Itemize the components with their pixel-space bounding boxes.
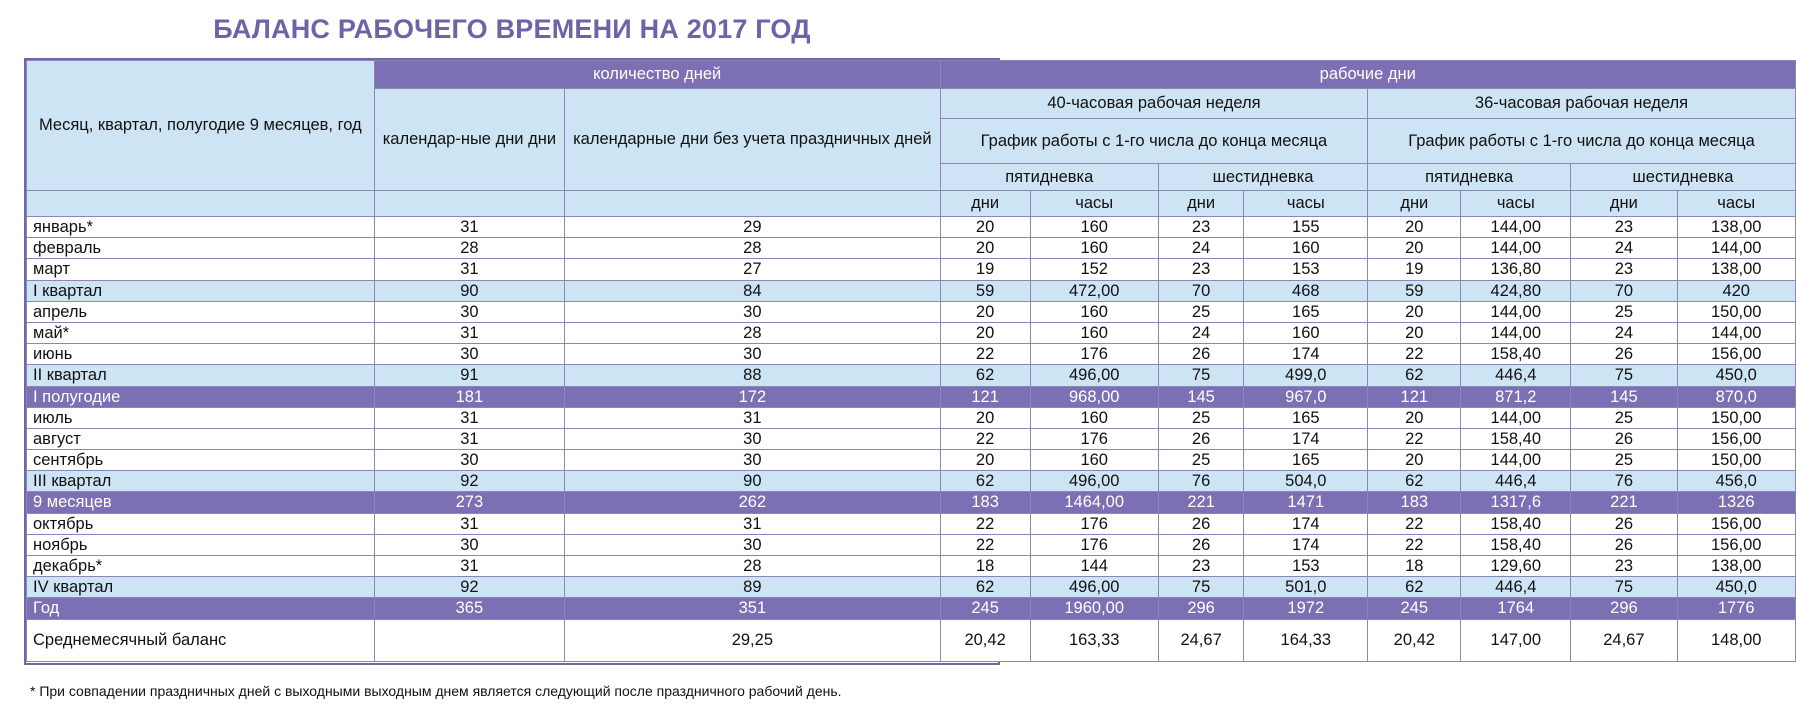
cell-h40_6: 174 [1244, 428, 1368, 449]
table-row [27, 301, 1796, 322]
header-calendar-days: календар-ные дни дни [374, 89, 564, 191]
average-cal_nh: 29,25 [565, 619, 941, 661]
cell-cal: 30 [374, 301, 564, 322]
cell-h36_6: 156,00 [1677, 428, 1795, 449]
cell-h36_5: 158,40 [1461, 428, 1571, 449]
cell-h36_5: 129,60 [1461, 556, 1571, 577]
cell-h40_6: 165 [1244, 450, 1368, 471]
cell-h40_5: 496,00 [1030, 471, 1158, 492]
average-h40_5: 163,33 [1030, 619, 1158, 661]
cell-h36_5: 144,00 [1461, 238, 1571, 259]
cell-h36_5: 158,40 [1461, 344, 1571, 365]
footnote: * При совпадении праздничных дней с выходными выходным днем является следующий после праздничного рабочий день. [30, 683, 842, 699]
page-title: БАЛАНС РАБОЧЕГО ВРЕМЕНИ НА 2017 ГОД [213, 14, 811, 44]
cell-cal_nh: 90 [565, 471, 941, 492]
cell-cal_nh: 31 [565, 513, 941, 534]
average-h36_5: 147,00 [1461, 619, 1571, 661]
cell-d36_6: 26 [1571, 513, 1677, 534]
header-blank [27, 191, 375, 217]
cell-d40_5: 62 [940, 577, 1030, 598]
cell-d40_5: 121 [940, 386, 1030, 407]
cell-h36_5: 144,00 [1461, 217, 1571, 238]
cell-d40_6: 76 [1158, 471, 1244, 492]
row-label: август [27, 428, 375, 449]
table-row [27, 365, 1796, 386]
cell-d36_5: 62 [1368, 577, 1461, 598]
cell-d36_5: 62 [1368, 365, 1461, 386]
cell-d36_6: 25 [1571, 450, 1677, 471]
cell-h36_5: 446,4 [1461, 577, 1571, 598]
cell-d36_5: 245 [1368, 598, 1461, 619]
cell-d36_5: 19 [1368, 259, 1461, 280]
cell-h40_5: 160 [1030, 450, 1158, 471]
average-d40_6: 24,67 [1158, 619, 1244, 661]
table-row [27, 407, 1796, 428]
cell-h40_6: 1972 [1244, 598, 1368, 619]
cell-h36_6: 138,00 [1677, 556, 1795, 577]
cell-d36_6: 75 [1571, 577, 1677, 598]
cell-d40_5: 20 [940, 238, 1030, 259]
row-label: апрель [27, 301, 375, 322]
cell-d40_5: 22 [940, 534, 1030, 555]
cell-h40_6: 165 [1244, 301, 1368, 322]
row-label: январь* [27, 217, 375, 238]
table-row [27, 492, 1796, 513]
cell-h40_5: 472,00 [1030, 280, 1158, 301]
cell-cal_nh: 89 [565, 577, 941, 598]
cell-d40_6: 25 [1158, 407, 1244, 428]
cell-d40_6: 26 [1158, 344, 1244, 365]
cell-h40_5: 176 [1030, 428, 1158, 449]
cell-h36_6: 456,0 [1677, 471, 1795, 492]
table-row [27, 556, 1796, 577]
row-label: декабрь* [27, 556, 375, 577]
cell-cal_nh: 30 [565, 534, 941, 555]
cell-cal: 31 [374, 407, 564, 428]
cell-d36_6: 26 [1571, 428, 1677, 449]
cell-h40_5: 968,00 [1030, 386, 1158, 407]
cell-d40_6: 296 [1158, 598, 1244, 619]
cell-d36_6: 296 [1571, 598, 1677, 619]
cell-cal: 90 [374, 280, 564, 301]
cell-cal_nh: 262 [565, 492, 941, 513]
cell-d40_6: 26 [1158, 513, 1244, 534]
cell-d36_5: 20 [1368, 238, 1461, 259]
cell-d40_5: 59 [940, 280, 1030, 301]
table-row [27, 322, 1796, 343]
cell-cal_nh: 30 [565, 344, 941, 365]
cell-d36_6: 23 [1571, 259, 1677, 280]
cell-d40_5: 20 [940, 322, 1030, 343]
table-row [27, 471, 1796, 492]
table-row [27, 598, 1796, 619]
cell-d40_6: 26 [1158, 534, 1244, 555]
cell-h40_5: 144 [1030, 556, 1158, 577]
cell-cal_nh: 29 [565, 217, 941, 238]
average-d36_5: 20,42 [1368, 619, 1461, 661]
average-row [27, 619, 1796, 661]
cell-cal: 365 [374, 598, 564, 619]
cell-h40_5: 1960,00 [1030, 598, 1158, 619]
average-h40_6: 164,33 [1244, 619, 1368, 661]
cell-cal: 31 [374, 556, 564, 577]
cell-cal_nh: 27 [565, 259, 941, 280]
cell-cal_nh: 30 [565, 428, 941, 449]
cell-d40_5: 20 [940, 217, 1030, 238]
cell-h40_5: 176 [1030, 513, 1158, 534]
cell-h40_6: 468 [1244, 280, 1368, 301]
cell-d36_6: 70 [1571, 280, 1677, 301]
cell-d40_6: 25 [1158, 301, 1244, 322]
cell-h40_5: 152 [1030, 259, 1158, 280]
cell-h36_5: 158,40 [1461, 513, 1571, 534]
cell-cal: 181 [374, 386, 564, 407]
cell-d40_6: 23 [1158, 556, 1244, 577]
cell-d36_6: 24 [1571, 322, 1677, 343]
cell-d36_6: 26 [1571, 534, 1677, 555]
cell-h40_5: 496,00 [1030, 577, 1158, 598]
header-week-36: 36-часовая рабочая неделя [1368, 89, 1796, 119]
cell-h40_5: 160 [1030, 217, 1158, 238]
cell-h36_6: 450,0 [1677, 577, 1795, 598]
cell-d40_6: 75 [1158, 577, 1244, 598]
cell-h40_5: 160 [1030, 238, 1158, 259]
cell-d40_6: 75 [1158, 365, 1244, 386]
cell-d36_5: 62 [1368, 471, 1461, 492]
cell-cal_nh: 172 [565, 386, 941, 407]
header-hours: часы [1461, 191, 1571, 217]
cell-h40_6: 153 [1244, 556, 1368, 577]
work-time-balance-table [26, 60, 1796, 662]
cell-h40_6: 504,0 [1244, 471, 1368, 492]
cell-h36_6: 150,00 [1677, 450, 1795, 471]
cell-h40_6: 174 [1244, 513, 1368, 534]
header-hours: часы [1677, 191, 1795, 217]
cell-h40_5: 160 [1030, 301, 1158, 322]
cell-d40_6: 25 [1158, 450, 1244, 471]
cell-d36_5: 20 [1368, 301, 1461, 322]
cell-h36_6: 156,00 [1677, 344, 1795, 365]
header-schedule-40: График работы с 1-го числа до конца месяца [940, 119, 1368, 164]
cell-d36_5: 20 [1368, 407, 1461, 428]
cell-d36_5: 18 [1368, 556, 1461, 577]
cell-h36_6: 150,00 [1677, 407, 1795, 428]
header-days-count: количество дней [374, 61, 940, 89]
cell-d40_5: 20 [940, 407, 1030, 428]
cell-cal_nh: 28 [565, 322, 941, 343]
cell-h40_6: 153 [1244, 259, 1368, 280]
cell-cal: 91 [374, 365, 564, 386]
cell-d40_6: 23 [1158, 217, 1244, 238]
cell-cal: 273 [374, 492, 564, 513]
cell-d36_5: 59 [1368, 280, 1461, 301]
cell-h40_5: 176 [1030, 534, 1158, 555]
cell-h36_5: 1764 [1461, 598, 1571, 619]
cell-cal: 31 [374, 513, 564, 534]
cell-h36_6: 150,00 [1677, 301, 1795, 322]
header-hours: часы [1030, 191, 1158, 217]
header-week-40: 40-часовая рабочая неделя [940, 89, 1368, 119]
cell-d36_5: 183 [1368, 492, 1461, 513]
header-working-days: рабочие дни [940, 61, 1795, 89]
header-five-day-36: пятидневка [1368, 164, 1571, 191]
cell-d40_6: 24 [1158, 238, 1244, 259]
row-label: 9 месяцев [27, 492, 375, 513]
cell-d40_5: 22 [940, 513, 1030, 534]
cell-h36_5: 158,40 [1461, 534, 1571, 555]
header-five-day-40: пятидневка [940, 164, 1158, 191]
cell-h40_6: 165 [1244, 407, 1368, 428]
header-days: дни [1571, 191, 1677, 217]
cell-h36_6: 138,00 [1677, 259, 1795, 280]
cell-d36_5: 22 [1368, 534, 1461, 555]
table-row [27, 534, 1796, 555]
cell-h40_5: 496,00 [1030, 365, 1158, 386]
average-d36_6: 24,67 [1571, 619, 1677, 661]
cell-d40_6: 145 [1158, 386, 1244, 407]
cell-cal_nh: 88 [565, 365, 941, 386]
row-label: март [27, 259, 375, 280]
table-row [27, 259, 1796, 280]
cell-d40_6: 23 [1158, 259, 1244, 280]
cell-d40_5: 62 [940, 365, 1030, 386]
cell-d40_6: 70 [1158, 280, 1244, 301]
header-days: дни [940, 191, 1030, 217]
table-row [27, 217, 1796, 238]
table-row [27, 386, 1796, 407]
row-label: июль [27, 407, 375, 428]
cell-d36_6: 25 [1571, 301, 1677, 322]
cell-cal: 30 [374, 534, 564, 555]
cell-h40_5: 160 [1030, 322, 1158, 343]
row-label: февраль [27, 238, 375, 259]
cell-d40_5: 18 [940, 556, 1030, 577]
cell-d40_5: 20 [940, 450, 1030, 471]
cell-h40_6: 160 [1244, 238, 1368, 259]
cell-h40_6: 1471 [1244, 492, 1368, 513]
cell-d40_5: 22 [940, 428, 1030, 449]
cell-cal_nh: 28 [565, 238, 941, 259]
cell-h36_6: 156,00 [1677, 534, 1795, 555]
cell-d40_5: 62 [940, 471, 1030, 492]
table-row [27, 428, 1796, 449]
cell-h40_5: 1464,00 [1030, 492, 1158, 513]
header-days: дни [1368, 191, 1461, 217]
header-calendar-no-holidays: календарные дни без учета праздничных дней [565, 89, 941, 191]
cell-d36_6: 25 [1571, 407, 1677, 428]
cell-cal_nh: 30 [565, 301, 941, 322]
cell-cal_nh: 28 [565, 556, 941, 577]
cell-cal: 31 [374, 217, 564, 238]
cell-cal: 28 [374, 238, 564, 259]
cell-d40_5: 20 [940, 301, 1030, 322]
cell-h36_6: 144,00 [1677, 238, 1795, 259]
cell-cal: 31 [374, 428, 564, 449]
cell-h36_5: 446,4 [1461, 471, 1571, 492]
cell-d36_5: 121 [1368, 386, 1461, 407]
cell-d36_6: 76 [1571, 471, 1677, 492]
table-row [27, 450, 1796, 471]
cell-d36_5: 20 [1368, 322, 1461, 343]
row-label: октябрь [27, 513, 375, 534]
average-d40_5: 20,42 [940, 619, 1030, 661]
cell-cal: 92 [374, 577, 564, 598]
cell-h36_5: 144,00 [1461, 301, 1571, 322]
cell-d40_6: 26 [1158, 428, 1244, 449]
row-label: май* [27, 322, 375, 343]
cell-cal: 31 [374, 322, 564, 343]
header-schedule-36: График работы с 1-го числа до конца месяца [1368, 119, 1796, 164]
cell-h36_5: 144,00 [1461, 322, 1571, 343]
cell-d36_6: 24 [1571, 238, 1677, 259]
cell-h36_5: 144,00 [1461, 450, 1571, 471]
cell-h36_5: 144,00 [1461, 407, 1571, 428]
cell-cal: 92 [374, 471, 564, 492]
cell-h36_5: 424,80 [1461, 280, 1571, 301]
cell-d40_6: 221 [1158, 492, 1244, 513]
table-row [27, 280, 1796, 301]
cell-h36_6: 1326 [1677, 492, 1795, 513]
cell-h36_5: 136,80 [1461, 259, 1571, 280]
cell-d36_6: 145 [1571, 386, 1677, 407]
cell-d36_6: 23 [1571, 217, 1677, 238]
cell-cal: 30 [374, 344, 564, 365]
row-label: I квартал [27, 280, 375, 301]
cell-h36_6: 138,00 [1677, 217, 1795, 238]
row-label: IV квартал [27, 577, 375, 598]
cell-cal_nh: 351 [565, 598, 941, 619]
row-label: III квартал [27, 471, 375, 492]
cell-d40_5: 245 [940, 598, 1030, 619]
cell-h36_6: 156,00 [1677, 513, 1795, 534]
cell-d36_6: 23 [1571, 556, 1677, 577]
cell-d36_5: 20 [1368, 450, 1461, 471]
cell-d36_6: 26 [1571, 344, 1677, 365]
cell-h36_6: 420 [1677, 280, 1795, 301]
cell-h36_6: 144,00 [1677, 322, 1795, 343]
cell-d40_5: 19 [940, 259, 1030, 280]
table-row [27, 513, 1796, 534]
header-blank [565, 191, 941, 217]
cell-d36_6: 221 [1571, 492, 1677, 513]
cell-d36_5: 22 [1368, 428, 1461, 449]
row-label: сентябрь [27, 450, 375, 471]
header-blank [374, 191, 564, 217]
average-h36_6: 148,00 [1677, 619, 1795, 661]
header-six-day-36: шестидневка [1571, 164, 1796, 191]
average-cal [374, 619, 564, 661]
cell-cal: 30 [374, 450, 564, 471]
header-month: Месяц, квартал, полугодие 9 месяцев, год [27, 61, 375, 191]
row-label: Год [27, 598, 375, 619]
cell-h40_6: 499,0 [1244, 365, 1368, 386]
cell-d40_5: 183 [940, 492, 1030, 513]
cell-h36_5: 1317,6 [1461, 492, 1571, 513]
table-row [27, 238, 1796, 259]
cell-cal_nh: 31 [565, 407, 941, 428]
cell-cal: 31 [374, 259, 564, 280]
cell-h36_6: 1776 [1677, 598, 1795, 619]
table-row [27, 344, 1796, 365]
header-days: дни [1158, 191, 1244, 217]
cell-h40_6: 155 [1244, 217, 1368, 238]
average-label: Среднемесячный баланс [27, 619, 375, 661]
row-label: I полугодие [27, 386, 375, 407]
cell-h40_6: 501,0 [1244, 577, 1368, 598]
cell-h40_5: 176 [1030, 344, 1158, 365]
cell-d36_6: 75 [1571, 365, 1677, 386]
cell-h36_6: 450,0 [1677, 365, 1795, 386]
cell-d40_5: 22 [940, 344, 1030, 365]
header-six-day-40: шестидневка [1158, 164, 1367, 191]
cell-h40_6: 160 [1244, 322, 1368, 343]
cell-d36_5: 22 [1368, 344, 1461, 365]
cell-cal_nh: 30 [565, 450, 941, 471]
row-label: июнь [27, 344, 375, 365]
header-hours: часы [1244, 191, 1368, 217]
cell-h40_6: 174 [1244, 534, 1368, 555]
row-label: II квартал [27, 365, 375, 386]
table-row [27, 577, 1796, 598]
cell-h36_5: 871,2 [1461, 386, 1571, 407]
cell-h36_5: 446,4 [1461, 365, 1571, 386]
cell-d36_5: 20 [1368, 217, 1461, 238]
row-label: ноябрь [27, 534, 375, 555]
cell-h36_6: 870,0 [1677, 386, 1795, 407]
cell-h40_5: 160 [1030, 407, 1158, 428]
cell-d36_5: 22 [1368, 513, 1461, 534]
cell-h40_6: 967,0 [1244, 386, 1368, 407]
cell-h40_6: 174 [1244, 344, 1368, 365]
cell-d40_6: 24 [1158, 322, 1244, 343]
cell-cal_nh: 84 [565, 280, 941, 301]
